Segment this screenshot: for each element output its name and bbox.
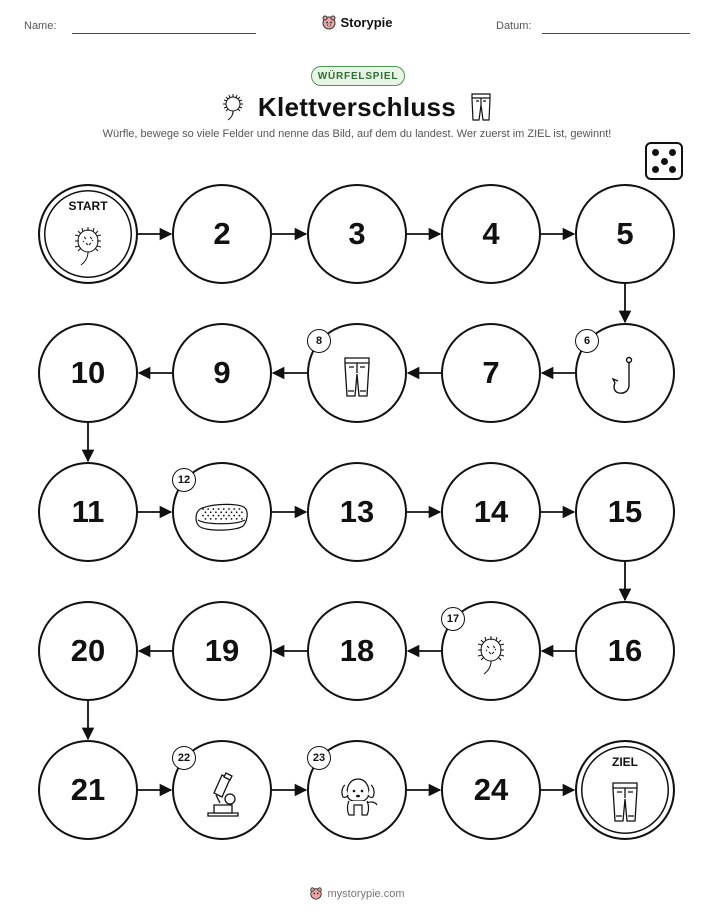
goal-label: ZIEL — [612, 755, 638, 769]
board-field-10 — [38, 323, 138, 423]
page-title: Klettverschluss — [257, 92, 457, 122]
field-number-badge: 12 — [172, 468, 196, 492]
board-field-12 — [172, 462, 272, 562]
field-number: 20 — [70, 633, 106, 668]
game-type-badge: WÜRFELSPIEL — [311, 66, 405, 86]
field-number-badge: 22 — [172, 746, 196, 770]
board-field-4 — [441, 184, 541, 284]
board-field-18 — [307, 601, 407, 701]
field-number: 10 — [70, 355, 106, 390]
board-field-14 — [441, 462, 541, 562]
field-number: 9 — [213, 355, 231, 390]
burr-icon — [70, 224, 106, 273]
board-field-20 — [38, 601, 138, 701]
field-number: 4 — [482, 216, 500, 251]
field-number: 18 — [339, 633, 375, 668]
start-label: START — [68, 199, 108, 213]
brand-name: Storypie — [340, 15, 393, 30]
goal-field — [575, 740, 675, 840]
board-field-5 — [575, 184, 675, 284]
field-number: 2 — [213, 216, 231, 251]
board-field-21 — [38, 740, 138, 840]
field-number: 21 — [70, 772, 106, 807]
field-number: 7 — [482, 355, 500, 390]
board-field-16 — [575, 601, 675, 701]
field-number: 3 — [348, 216, 366, 251]
instructions: Würfle, bewege so viele Felder und nenne das Bild, auf dem du landest. Wer zuerst im ZIEL ist, gewinnt! — [102, 128, 612, 140]
field-number: 14 — [473, 494, 509, 529]
board-field-13 — [307, 462, 407, 562]
burr-icon — [473, 633, 509, 682]
pants-icon — [339, 355, 375, 404]
board-field-2 — [172, 184, 272, 284]
footer — [0, 886, 714, 903]
field-number-badge: 23 — [307, 746, 331, 770]
pants-icon — [607, 780, 643, 829]
name-label: Name: — [24, 20, 57, 32]
board-field-7 — [441, 323, 541, 423]
board-field-3 — [307, 184, 407, 284]
board-field-22 — [172, 740, 272, 840]
board-field-8 — [307, 323, 407, 423]
field-number-badge: 6 — [575, 329, 599, 353]
hook-icon — [607, 355, 643, 404]
dog-icon — [333, 771, 381, 822]
board-field-17 — [441, 601, 541, 701]
sponge-icon — [193, 496, 251, 541]
field-number: 16 — [607, 633, 643, 668]
field-number: 13 — [339, 494, 375, 529]
field-number: 19 — [204, 633, 240, 668]
field-number-badge: 17 — [441, 607, 465, 631]
board-field-6 — [575, 323, 675, 423]
field-number: 24 — [473, 772, 509, 807]
footer-url: mystorypie.com — [327, 888, 405, 900]
board-field-23 — [307, 740, 407, 840]
board-field-24 — [441, 740, 541, 840]
field-number: 5 — [616, 216, 634, 251]
board-field-19 — [172, 601, 272, 701]
board-field-9 — [172, 323, 272, 423]
board-field-15 — [575, 462, 675, 562]
field-number: 15 — [607, 494, 643, 529]
storypie-logo-icon — [309, 886, 323, 903]
board-field-11 — [38, 462, 138, 562]
date-label: Datum: — [496, 20, 532, 32]
microscope-icon — [200, 771, 244, 822]
start-field — [38, 184, 138, 284]
field-number: 11 — [71, 494, 105, 529]
field-number-badge: 8 — [307, 329, 331, 353]
